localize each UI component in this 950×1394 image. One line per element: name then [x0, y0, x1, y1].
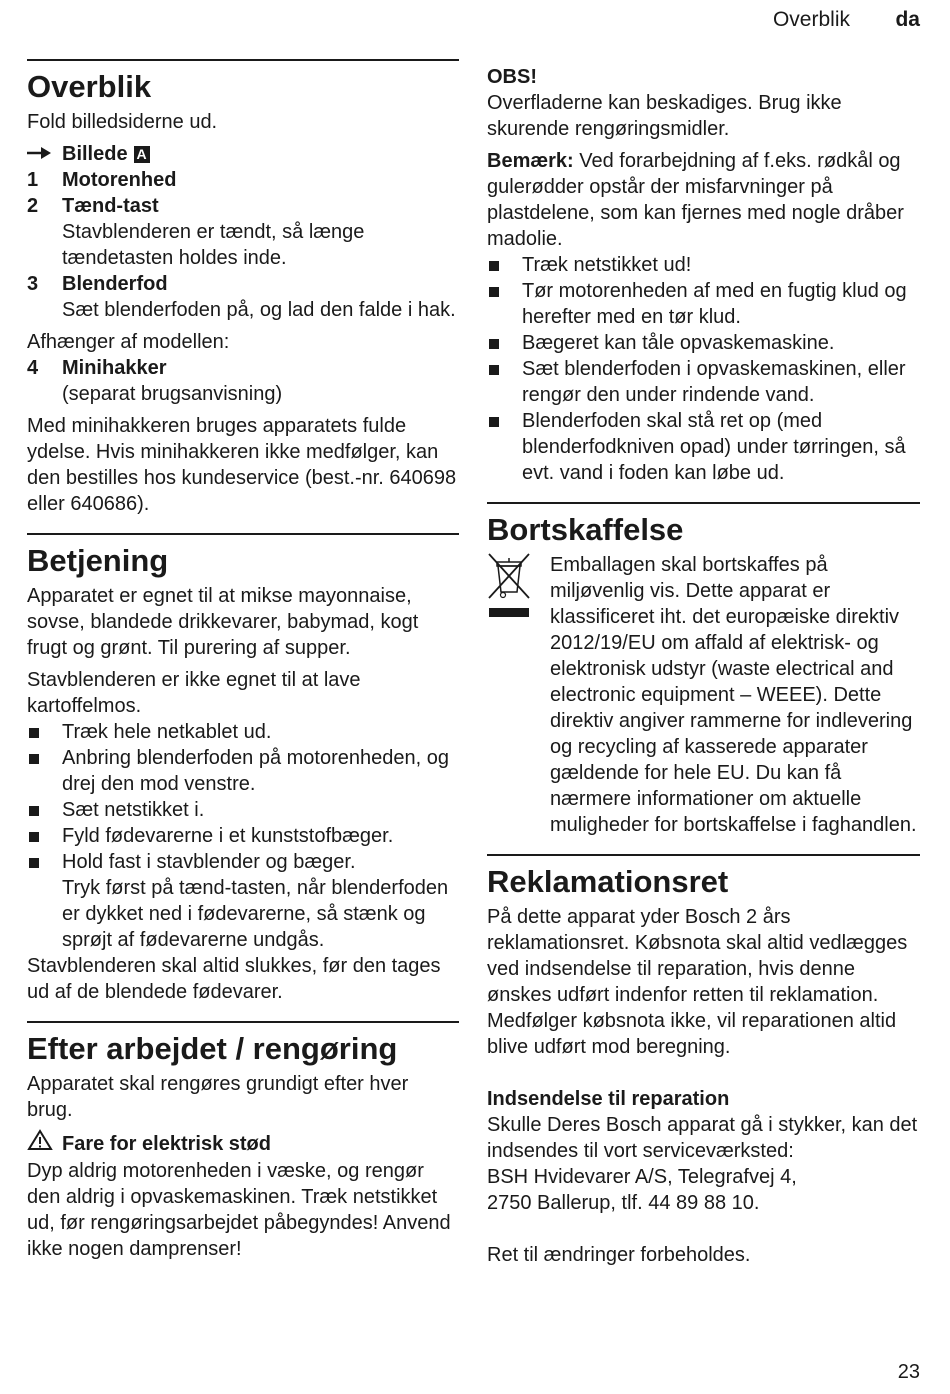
- operation-paragraph: Stavblenderen er ikke egnet til at lave kartoffelmos.: [27, 669, 361, 717]
- bullet-item: Bægeret kan tåle opvaskemaskine.: [487, 330, 920, 356]
- bullet-item: Sæt blenderfoden i opvaskemaskinen, eller rengør den under rindende vand.: [487, 356, 920, 408]
- list-item: 3 Blenderfod Sæt blenderfoden på, og lad den falde i hak.: [27, 273, 456, 321]
- address-line: BSH Hvidevarer A/S, Telegrafvej 4,: [487, 1166, 797, 1188]
- bullet-item: Træk hele netkablet ud.: [27, 719, 459, 745]
- bullet-item: Sæt netstikket i.: [27, 797, 459, 823]
- operation-paragraph: Stavblenderen skal altid slukkes, før den tages ud af de blendede fødevarer.: [27, 955, 441, 1003]
- disposal-text: Emballagen skal bortskaffes på miljøvenlig vis. Dette apparat er klassificeret iht. det europæiske direktiv 2012/19/EU om affald af elektrisk- og elektronisk udstyr (waste electrical and electronic equipment – WEEE). Dette direktiv angiver rammerne for indlevering og recycling af kasserede apparater gældende for hele EU. Du kan få nærmere informationer om aktuelle muligheder for bortskaffelse i faghandlen.: [550, 554, 917, 836]
- address-line: 2750 Ballerup, tlf. 44 89 88 10.: [487, 1192, 760, 1214]
- picture-label: Billede: [62, 143, 128, 165]
- obs-title: OBS!: [487, 66, 537, 88]
- page-number: 23: [897, 1361, 920, 1383]
- crossed-bin-icon: [487, 552, 550, 838]
- operation-paragraph: Apparatet er egnet til at mikse mayonnaise, sovse, blandede drikkevarer, babymad, kogt frugt og grønt. Til purering af supper.: [27, 585, 419, 659]
- warning-title: Fare for elektrisk stød: [62, 1132, 271, 1155]
- model-dependency-note: Afhænger af modellen:: [27, 331, 230, 353]
- disposal-block: [487, 552, 920, 838]
- obs-text: Overfladerne kan beskadiges. Brug ikke skurende rengøringsmidler.: [487, 92, 842, 140]
- operation-heading: Betjening: [27, 543, 169, 578]
- warning-triangle-icon: [27, 1129, 62, 1158]
- bullet-item: Anbring blenderfoden på motorenheden, og drej den mod venstre.: [27, 745, 459, 797]
- picture-reference: [27, 141, 459, 167]
- bullet-item: Fyld fødevarerne i et kunststofbæger.: [27, 823, 459, 849]
- right-column: [487, 64, 920, 1268]
- reservation-note: Ret til ændringer forbeholdes.: [487, 1244, 751, 1266]
- warranty-paragraph: På dette apparat yder Bosch 2 års reklamationsret. Købsnota skal altid vedlægges ved indsendelse til reparation, hvis denne ønskes udført indenfor retten til reklamation. Medfølger købsnota ikke, vil reparationen altid blive udført mod beregning.: [487, 906, 908, 1058]
- language-code: da: [895, 8, 920, 31]
- cleaning-paragraph: Apparatet skal rengøres grundigt efter hver brug.: [27, 1073, 409, 1121]
- picture-letter-badge: A: [134, 146, 150, 163]
- bullet-item: Hold fast i stavblender og bæger.: [27, 849, 459, 875]
- repair-paragraph: Skulle Deres Bosch apparat gå i stykker, kan det indsendes til vort serviceværksted:: [487, 1114, 918, 1162]
- arrow-right-icon: [27, 141, 62, 167]
- bullet-item: Blenderfoden skal stå ret op (med blenderfodkniven opad) under tørringen, så evt. vand i foden kan løbe ud.: [487, 408, 920, 486]
- list-item: 4 Minihakker (separat brugsanvisning): [27, 357, 283, 405]
- overview-heading: Overblik: [27, 69, 152, 104]
- running-header-title: Overblik: [772, 8, 850, 31]
- list-item: 2 Tænd-tast Stavblenderen er tændt, så længe tændetasten holdes inde.: [27, 195, 365, 269]
- warning-title-row: [27, 1129, 459, 1158]
- left-column: [27, 59, 459, 1262]
- warning-text: Dyp aldrig motorenheden i væske, og rengør den aldrig i opvaskemaskinen. Træk netstikket ud, før rengøringsarbejdet påbegyndes! Anvend ikke nogen damprenser!: [27, 1160, 451, 1260]
- disposal-heading: Bortskaffelse: [487, 512, 684, 547]
- cleaning-heading: Efter arbejdet / rengøring: [27, 1031, 398, 1066]
- repair-subheading: Indsendelse til reparation: [487, 1088, 730, 1110]
- note-paragraph: Bemærk: Ved forarbejdning af f.eks. rødkål og gulerødder opstår der misfarvninger på plastdelene, som kan fjernes med nogle dråber madolie.: [487, 150, 904, 250]
- list-item: 1 Motorenhed: [27, 169, 177, 191]
- bullet-item: Træk netstikket ud!: [487, 252, 920, 278]
- overview-intro: Fold billedsiderne ud.: [27, 111, 218, 133]
- bullet-item: Tør motorenheden af med en fugtig klud og herefter med en tør klud.: [487, 278, 920, 330]
- overview-paragraph: Med minihakkeren bruges apparatets fulde ydelse. Hvis minihakkeren ikke medfølger, kan den bestilles hos kundeservice (best.-nr. 640698 eller 640686).: [27, 415, 457, 515]
- warranty-heading: Reklamationsret: [487, 864, 729, 899]
- bullet-continuation: Tryk først på tænd-tasten, når blenderfoden er dykket ned i fødevarerne, så stænk og sprøjt af fødevarerne undgås.: [62, 877, 449, 951]
